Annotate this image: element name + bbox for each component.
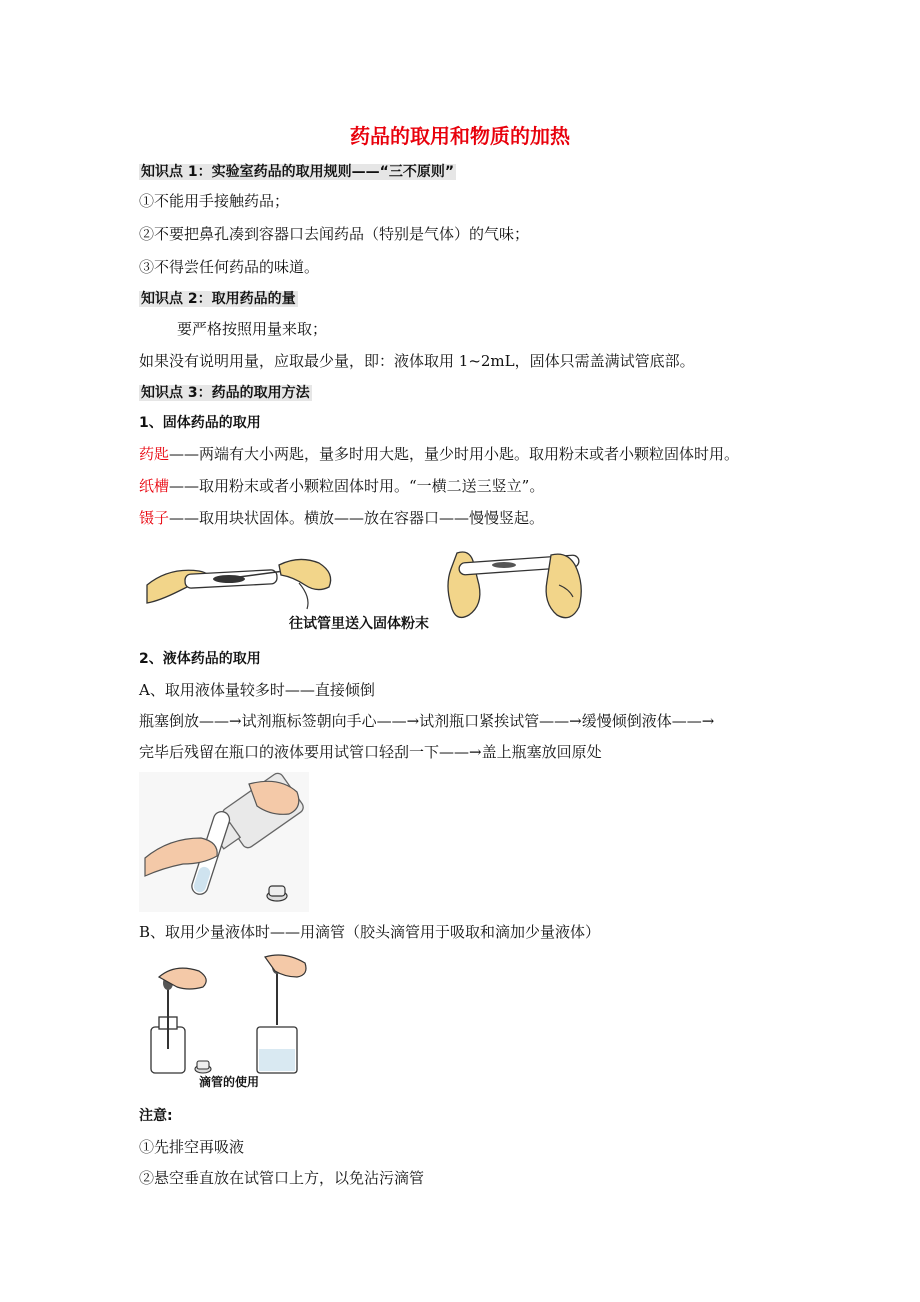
k3-heading: 知识点 3：药品的取用方法: [141, 385, 310, 401]
k1-item-3: ③不得尝任何药品的味道。: [139, 258, 320, 276]
notice-item-1: ①先排空再吸液: [139, 1138, 245, 1156]
k2-line-1: 要严格按照用量来取；: [177, 320, 328, 338]
notice-title: 注意:: [139, 1108, 173, 1124]
liquid-b: B、取用少量液体时——用滴管（胶头滴管用于吸取和滴加少量液体）: [139, 923, 601, 941]
k1-heading: 知识点 1：实验室药品的取用规则——“三不原则”: [141, 164, 455, 180]
figure-powder-into-tube: [139, 545, 601, 633]
k2-heading: 知识点 2：取用药品的量: [141, 291, 296, 307]
solid-text-paper: ——取用粉末或者小颗粒固体时用。“一横二送三竖立”。: [169, 477, 545, 495]
liquid-a: A、取用液体量较多时——直接倾倒: [139, 681, 375, 699]
solid-item-tweezers: [139, 507, 544, 529]
liquid-a-steps-1: 瓶塞倒放——→试剂瓶标签朝向手心——→试剂瓶口紧挨试管——→缓慢倾倒液体——→: [139, 712, 715, 730]
liquid-title: 2、液体药品的取用: [139, 651, 261, 667]
solid-text-spoon: ——两端有大小两匙，量多时用大匙，量少时用小匙。取用粉末或者小颗粒固体时用。: [169, 445, 740, 463]
solid-title: 1、固体药品的取用: [139, 415, 261, 431]
liquid-a-steps-2: 完毕后残留在瓶口的液体要用试管口轻刮一下——→盖上瓶塞放回原处: [139, 743, 602, 761]
figure-powder-caption: 往试管里送入固体粉末: [289, 616, 429, 632]
solid-term-spoon: 药匙: [139, 445, 170, 463]
figure-dropper-caption: 滴管的使用: [199, 1075, 260, 1089]
solid-text-tweezers: ——取用块状固体。横放——放在容器口——慢慢竖起。: [169, 509, 545, 527]
solid-item-paper: [139, 475, 544, 497]
k3-heading-line: [139, 381, 312, 404]
k1-item-2: ②不要把鼻孔凑到容器口去闻药品（特别是气体）的气味；: [139, 225, 530, 243]
k2-line-2: 如果没有说明用量，应取最少量，即：液体取用 1~2mL，固体只需盖满试管底部。: [139, 352, 695, 370]
k1-heading-line: [139, 160, 456, 183]
k1-item-1: ①不能用手接触药品；: [139, 192, 290, 210]
notice-item-2: ②悬空垂直放在试管口上方，以免沾污滴管: [139, 1169, 425, 1187]
document-title: 药品的取用和物质的加热: [350, 124, 570, 148]
pouring-illustration: [139, 772, 309, 912]
figure-pouring-liquid: [139, 772, 309, 912]
k2-heading-line: [139, 287, 298, 310]
figure-dropper-use: [139, 953, 319, 1095]
solid-term-tweezers: 镊子: [139, 509, 170, 527]
solid-item-spoon: [139, 443, 739, 465]
solid-term-paper: 纸槽: [139, 477, 170, 495]
